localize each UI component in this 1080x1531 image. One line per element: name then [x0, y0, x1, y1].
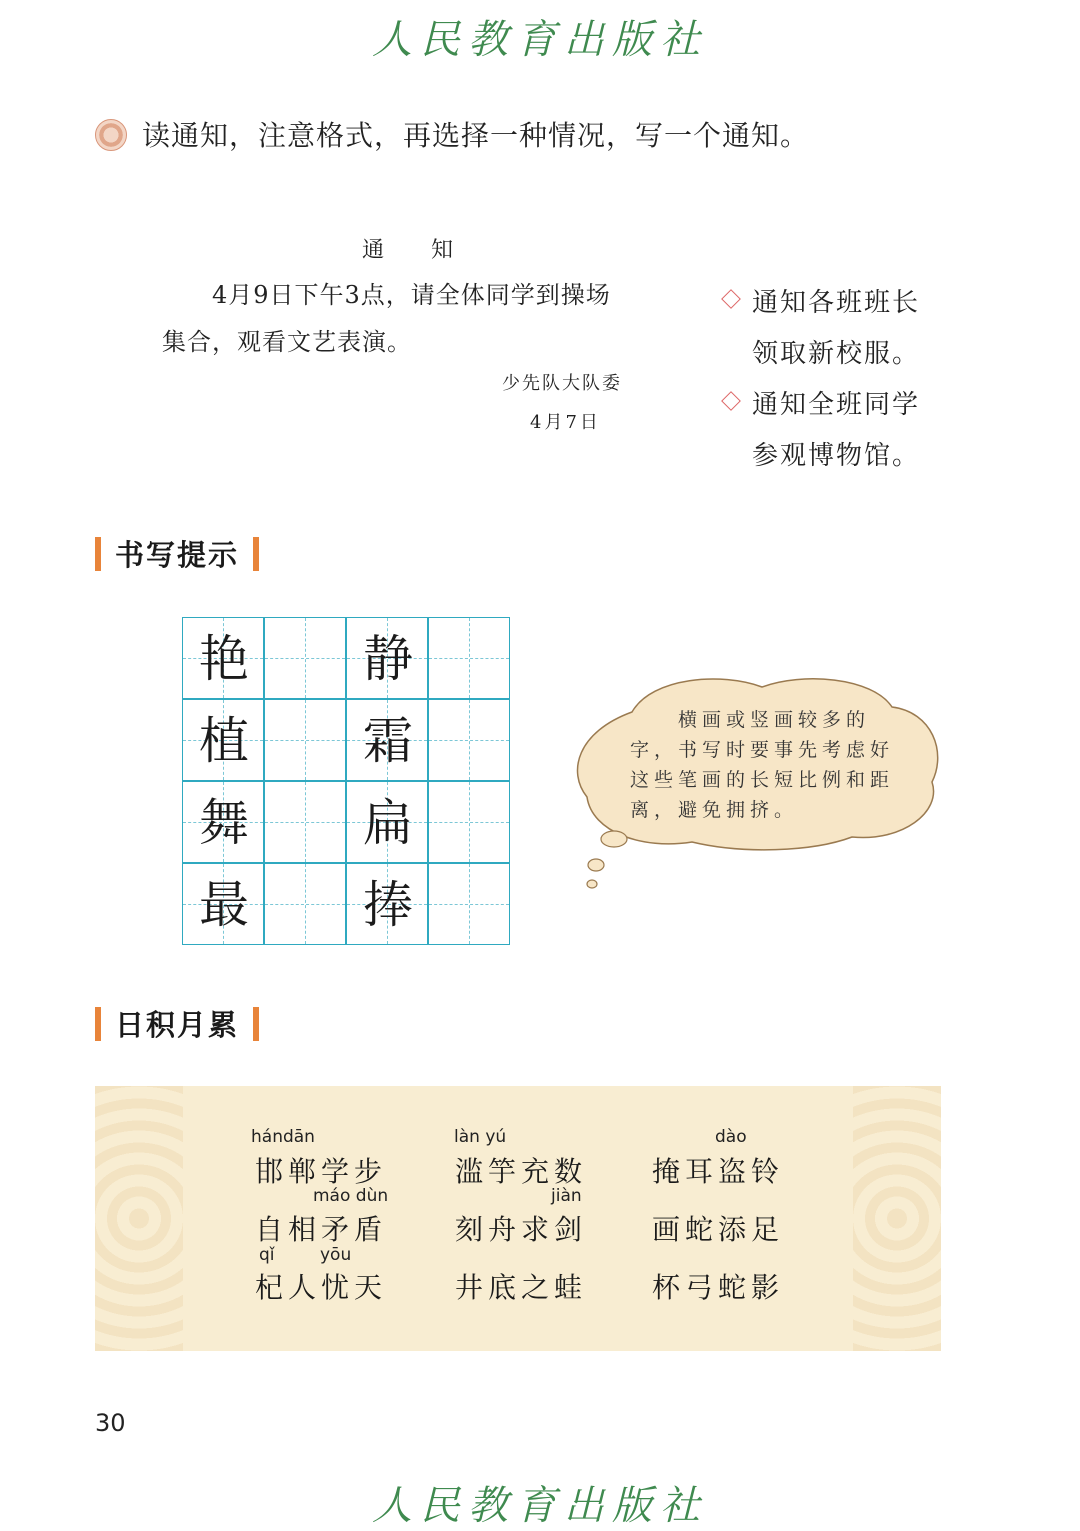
grid-cell [346, 699, 428, 781]
idiom: 邯郸学步 [255, 1155, 388, 1188]
idiom: 杞人忧天 [255, 1271, 388, 1304]
notice-body-line2: 集合，观看文艺表演。 [162, 328, 412, 356]
heading-text: 书写提示 [115, 538, 240, 572]
pinyin: qǐ [259, 1245, 275, 1265]
option-line: 通知全班同学 [752, 390, 921, 420]
grid-cell [264, 863, 346, 945]
option-line: 参观博物馆。 [752, 441, 921, 471]
practice-character: 艳 [199, 630, 249, 688]
practice-character: 舞 [199, 794, 249, 852]
grid-cell [264, 781, 346, 863]
prompt-bullet-icon [95, 119, 127, 151]
idiom-panel [95, 1086, 941, 1351]
idiom: 滥竽充数 [455, 1155, 588, 1188]
option-line: 领取新校服。 [752, 339, 921, 369]
heading-text: 日积月累 [115, 1008, 240, 1042]
decorative-pattern-right [853, 1086, 941, 1351]
publisher-logo-top: 人民教育出版社 [372, 17, 708, 63]
prompt-text: 读通知，注意格式，再选择一种情况，写一个通知。 [142, 119, 810, 152]
notice-date: 4月7日 [530, 412, 601, 433]
page-number: 30 [95, 1409, 126, 1437]
practice-character: 扁 [363, 794, 413, 852]
grid-cell [182, 617, 264, 699]
pinyin: hándān [251, 1127, 315, 1147]
writing-tip-text: 横画或竖画较多的字，书写时要事先考虑好这些笔画的长短比例和距离，避免拥挤。 [630, 709, 895, 821]
diamond-icon [721, 391, 741, 411]
publisher-logo-bottom: 人民教育出版社 [372, 1483, 708, 1529]
thought-bubble-dots [578, 825, 638, 895]
notice-signature: 少先队大队委 [502, 373, 622, 394]
grid-cell [182, 699, 264, 781]
section-heading-writing-tips [95, 533, 259, 574]
grid-cell [428, 781, 510, 863]
section-heading-accumulation [95, 1003, 259, 1044]
practice-character: 霜 [363, 712, 413, 770]
notice-body-line1: 4月9日下午3点，请全体同学到操场 [212, 281, 611, 309]
grid-cell [428, 699, 510, 781]
practice-character: 最 [199, 876, 249, 934]
practice-character: 静 [363, 630, 413, 688]
idiom: 刻舟求剑 [455, 1213, 588, 1246]
idiom: 井底之蛙 [455, 1271, 588, 1304]
idiom: 杯弓蛇影 [652, 1271, 785, 1304]
grid-cell [346, 617, 428, 699]
grid-cell [428, 863, 510, 945]
grid-cell [346, 863, 428, 945]
grid-cell [182, 863, 264, 945]
diamond-icon [721, 289, 741, 309]
pinyin: dào [715, 1127, 747, 1147]
grid-cell [264, 699, 346, 781]
heading-bar-right [253, 1007, 259, 1041]
idiom: 自相矛盾 [255, 1213, 388, 1246]
option-line: 通知各班班长 [752, 288, 921, 318]
option-list [724, 278, 920, 482]
pinyin: máo dùn [313, 1186, 389, 1206]
heading-bar-left [95, 537, 101, 571]
idiom: 掩耳盗铃 [652, 1155, 785, 1188]
pinyin: jiàn [551, 1186, 582, 1206]
grid-cell [428, 617, 510, 699]
grid-cell [182, 781, 264, 863]
notice-title: 通 知 [362, 238, 473, 263]
option-item [724, 380, 920, 431]
decorative-pattern-left [95, 1086, 183, 1351]
grid-cell [346, 781, 428, 863]
idiom: 画蛇添足 [652, 1213, 785, 1246]
pinyin: yōu [320, 1245, 352, 1265]
grid-cell [264, 617, 346, 699]
heading-bar-right [253, 537, 259, 571]
practice-character: 植 [199, 712, 249, 770]
practice-character: 捧 [363, 876, 413, 934]
pinyin: làn yú [454, 1127, 507, 1147]
option-item [724, 278, 920, 329]
heading-bar-left [95, 1007, 101, 1041]
